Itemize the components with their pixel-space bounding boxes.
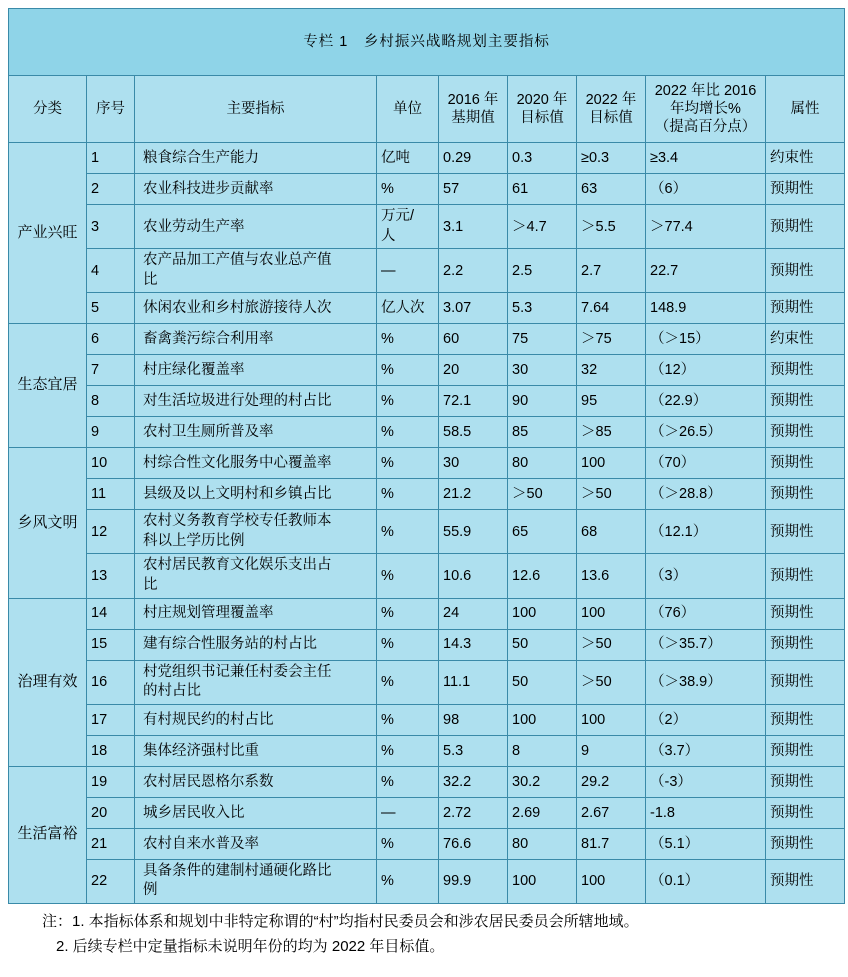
growth-cell: 22.7 xyxy=(646,249,766,293)
target-2022-cell: 95 xyxy=(577,386,646,417)
unit-cell: % xyxy=(377,629,439,660)
header-base-2016-line2: 基期值 xyxy=(451,110,495,126)
attribute-cell: 预期性 xyxy=(766,417,845,448)
attribute-cell: 预期性 xyxy=(766,510,845,554)
target-2022-cell: ≥0.3 xyxy=(577,143,646,174)
target-2022-cell: 2.67 xyxy=(577,797,646,828)
table-row xyxy=(9,660,845,704)
category-cell: 产业兴旺 xyxy=(9,143,87,324)
unit-cell: — xyxy=(377,797,439,828)
unit-cell-line1: 万元/ xyxy=(381,208,415,224)
growth-cell: （12） xyxy=(646,355,766,386)
unit-cell: % xyxy=(377,174,439,205)
target-2020-cell: 100 xyxy=(508,704,577,735)
attribute-cell: 预期性 xyxy=(766,249,845,293)
column-header-row xyxy=(9,76,845,143)
target-2020-cell: 12.6 xyxy=(508,554,577,598)
growth-cell: （-3） xyxy=(646,766,766,797)
target-2020-cell: 30.2 xyxy=(508,766,577,797)
unit-cell: % xyxy=(377,660,439,704)
base-2016-cell: 55.9 xyxy=(439,510,508,554)
attribute-cell: 预期性 xyxy=(766,766,845,797)
unit-cell: % xyxy=(377,704,439,735)
base-2016-cell: 2.72 xyxy=(439,797,508,828)
unit-cell: 亿吨 xyxy=(377,143,439,174)
base-2016-cell: 76.6 xyxy=(439,828,508,859)
target-2020-cell: 8 xyxy=(508,735,577,766)
indicator-cell: 畜禽粪污综合利用率 xyxy=(135,324,377,355)
note-1: 注：1. 本指标体系和规划中非特定称谓的“村”均指村民委员会和涉农居民委员会所辖地域。 xyxy=(42,912,639,930)
table-row xyxy=(9,143,845,174)
indicator-cell: 城乡居民收入比 xyxy=(135,797,377,828)
attribute-cell: 预期性 xyxy=(766,448,845,479)
indicator-cell: 村庄绿化覆盖率 xyxy=(135,355,377,386)
indicator-cell: 对生活垃圾进行处理的村占比 xyxy=(135,386,377,417)
seq-cell: 1 xyxy=(87,143,135,174)
seq-cell: 22 xyxy=(87,859,135,903)
indicator-cell xyxy=(135,859,377,903)
table-row xyxy=(9,355,845,386)
base-2016-cell: 58.5 xyxy=(439,417,508,448)
table-header xyxy=(9,9,845,143)
attribute-cell: 预期性 xyxy=(766,174,845,205)
base-2016-cell: 72.1 xyxy=(439,386,508,417)
attribute-cell: 预期性 xyxy=(766,735,845,766)
target-2022-cell: 100 xyxy=(577,598,646,629)
header-base-2016-line1: 2016 年 xyxy=(447,91,499,108)
table-row xyxy=(9,629,845,660)
attribute-cell: 预期性 xyxy=(766,479,845,510)
target-2020-cell: ＞50 xyxy=(508,479,577,510)
indicator-cell xyxy=(135,249,377,293)
target-2020-cell: 0.3 xyxy=(508,143,577,174)
target-2020-cell: 5.3 xyxy=(508,293,577,324)
header-target-2022 xyxy=(577,76,646,143)
base-2016-cell: 10.6 xyxy=(439,554,508,598)
base-2016-cell: 0.29 xyxy=(439,143,508,174)
target-2020-cell: 2.5 xyxy=(508,249,577,293)
indicator-cell: 村综合性文化服务中心覆盖率 xyxy=(135,448,377,479)
seq-cell: 21 xyxy=(87,828,135,859)
table-row xyxy=(9,386,845,417)
attribute-cell: 预期性 xyxy=(766,797,845,828)
base-2016-cell: 3.07 xyxy=(439,293,508,324)
base-2016-cell: 60 xyxy=(439,324,508,355)
growth-cell: ＞77.4 xyxy=(646,205,766,249)
unit-cell: % xyxy=(377,386,439,417)
growth-cell: （＞15） xyxy=(646,324,766,355)
growth-cell: （22.9） xyxy=(646,386,766,417)
seq-cell: 2 xyxy=(87,174,135,205)
table-row xyxy=(9,598,845,629)
table-row xyxy=(9,859,845,903)
target-2022-cell: 100 xyxy=(577,704,646,735)
indicator-cell-line1: 农村义务教育学校专任教师本 xyxy=(143,513,332,530)
growth-cell: -1.8 xyxy=(646,797,766,828)
growth-cell: （3） xyxy=(646,554,766,598)
indicator-cell xyxy=(135,554,377,598)
indicator-cell xyxy=(135,510,377,554)
attribute-cell: 约束性 xyxy=(766,324,845,355)
target-2022-cell: ＞50 xyxy=(577,629,646,660)
target-2022-cell: 32 xyxy=(577,355,646,386)
table-row xyxy=(9,797,845,828)
unit-cell: % xyxy=(377,417,439,448)
growth-cell: （12.1） xyxy=(646,510,766,554)
category-cell: 治理有效 xyxy=(9,598,87,766)
header-growth xyxy=(646,76,766,143)
target-2022-cell: ＞75 xyxy=(577,324,646,355)
indicator-cell: 农业科技进步贡献率 xyxy=(135,174,377,205)
seq-cell: 11 xyxy=(87,479,135,510)
seq-cell: 3 xyxy=(87,205,135,249)
header-target-2020 xyxy=(508,76,577,143)
growth-cell: （＞26.5） xyxy=(646,417,766,448)
header-attribute: 属性 xyxy=(766,76,845,143)
growth-cell: （3.7） xyxy=(646,735,766,766)
unit-cell: % xyxy=(377,510,439,554)
indicator-cell xyxy=(135,660,377,704)
growth-cell: （＞38.9） xyxy=(646,660,766,704)
attribute-cell: 预期性 xyxy=(766,554,845,598)
target-2020-cell: 75 xyxy=(508,324,577,355)
indicators-table xyxy=(8,8,845,904)
table-row xyxy=(9,735,845,766)
header-indicator: 主要指标 xyxy=(135,76,377,143)
target-2022-cell: 68 xyxy=(577,510,646,554)
base-2016-cell: 57 xyxy=(439,174,508,205)
base-2016-cell: 20 xyxy=(439,355,508,386)
indicator-cell-line2: 比 xyxy=(143,271,158,288)
indicator-cell-line1: 村党组织书记兼任村委会主任 xyxy=(143,663,332,680)
table-body xyxy=(9,143,845,904)
attribute-cell: 预期性 xyxy=(766,629,845,660)
growth-cell: （0.1） xyxy=(646,859,766,903)
indicator-cell: 农业劳动生产率 xyxy=(135,205,377,249)
target-2022-cell: ＞50 xyxy=(577,479,646,510)
target-2022-cell: 29.2 xyxy=(577,766,646,797)
unit-cell: % xyxy=(377,598,439,629)
unit-cell: % xyxy=(377,859,439,903)
indicator-cell: 休闲农业和乡村旅游接待人次 xyxy=(135,293,377,324)
note-2: 2. 后续专栏中定量指标未说明年份的均为 2022 年目标值。 xyxy=(56,937,445,955)
table-title: 专栏 1 乡村振兴战略规划主要指标 xyxy=(9,9,845,76)
seq-cell: 8 xyxy=(87,386,135,417)
unit-cell: 亿人次 xyxy=(377,293,439,324)
indicator-cell-line1: 农产品加工产值与农业总产值 xyxy=(143,252,332,269)
category-cell: 生活富裕 xyxy=(9,766,87,903)
header-base-2016 xyxy=(439,76,508,143)
target-2022-cell: 100 xyxy=(577,859,646,903)
seq-cell: 15 xyxy=(87,629,135,660)
base-2016-cell: 14.3 xyxy=(439,629,508,660)
base-2016-cell: 30 xyxy=(439,448,508,479)
target-2022-cell: 2.7 xyxy=(577,249,646,293)
growth-cell: （＞28.8） xyxy=(646,479,766,510)
table-row xyxy=(9,417,845,448)
seq-cell: 14 xyxy=(87,598,135,629)
target-2020-cell: 90 xyxy=(508,386,577,417)
indicator-cell-line1: 具备条件的建制村通硬化路比 xyxy=(143,862,332,879)
indicator-cell: 集体经济强村比重 xyxy=(135,735,377,766)
seq-cell: 10 xyxy=(87,448,135,479)
table-row xyxy=(9,448,845,479)
indicator-cell-line1: 农村居民教育文化娱乐支出占 xyxy=(143,557,332,574)
target-2020-cell: ＞4.7 xyxy=(508,205,577,249)
target-2020-cell: 100 xyxy=(508,598,577,629)
unit-cell: % xyxy=(377,448,439,479)
header-target-2022-line2: 目标值 xyxy=(589,110,633,126)
category-cell: 乡风文明 xyxy=(9,448,87,598)
target-2020-cell: 85 xyxy=(508,417,577,448)
growth-cell: （＞35.7） xyxy=(646,629,766,660)
base-2016-cell: 5.3 xyxy=(439,735,508,766)
seq-cell: 13 xyxy=(87,554,135,598)
base-2016-cell: 99.9 xyxy=(439,859,508,903)
target-2022-cell: 7.64 xyxy=(577,293,646,324)
base-2016-cell: 24 xyxy=(439,598,508,629)
growth-cell: （6） xyxy=(646,174,766,205)
target-2022-cell: ＞50 xyxy=(577,660,646,704)
indicator-cell-line2: 比 xyxy=(143,576,158,593)
growth-cell: （5.1） xyxy=(646,828,766,859)
seq-cell: 20 xyxy=(87,797,135,828)
header-growth-line3: （提高百分点） xyxy=(654,119,757,136)
header-target-2020-line1: 2020 年 xyxy=(516,91,568,108)
unit-cell-line2: 人 xyxy=(381,227,396,244)
base-2016-cell: 32.2 xyxy=(439,766,508,797)
seq-cell: 7 xyxy=(87,355,135,386)
unit-cell: % xyxy=(377,554,439,598)
attribute-cell: 预期性 xyxy=(766,828,845,859)
table-row xyxy=(9,704,845,735)
header-category: 分类 xyxy=(9,76,87,143)
base-2016-cell: 2.2 xyxy=(439,249,508,293)
target-2020-cell: 50 xyxy=(508,629,577,660)
seq-cell: 5 xyxy=(87,293,135,324)
growth-cell: （2） xyxy=(646,704,766,735)
indicator-cell: 农村居民恩格尔系数 xyxy=(135,766,377,797)
table-row xyxy=(9,828,845,859)
attribute-cell: 预期性 xyxy=(766,598,845,629)
growth-cell: 148.9 xyxy=(646,293,766,324)
unit-cell: % xyxy=(377,479,439,510)
growth-cell: （70） xyxy=(646,448,766,479)
table-row xyxy=(9,766,845,797)
target-2020-cell: 50 xyxy=(508,660,577,704)
seq-cell: 12 xyxy=(87,510,135,554)
target-2022-cell: ＞5.5 xyxy=(577,205,646,249)
table-row xyxy=(9,554,845,598)
attribute-cell: 预期性 xyxy=(766,293,845,324)
attribute-cell: 约束性 xyxy=(766,143,845,174)
indicator-cell-line2: 科以上学历比例 xyxy=(143,532,245,549)
table-title-row xyxy=(9,9,845,76)
header-growth-line1: 2022 年比 2016 xyxy=(654,82,757,99)
growth-cell: ≥3.4 xyxy=(646,143,766,174)
growth-cell: （76） xyxy=(646,598,766,629)
base-2016-cell: 98 xyxy=(439,704,508,735)
target-2020-cell: 80 xyxy=(508,828,577,859)
attribute-cell: 预期性 xyxy=(766,355,845,386)
target-2022-cell: 81.7 xyxy=(577,828,646,859)
target-2020-cell: 2.69 xyxy=(508,797,577,828)
unit-cell: % xyxy=(377,324,439,355)
unit-cell: % xyxy=(377,828,439,859)
seq-cell: 4 xyxy=(87,249,135,293)
target-2022-cell: ＞85 xyxy=(577,417,646,448)
table-row xyxy=(9,174,845,205)
seq-cell: 17 xyxy=(87,704,135,735)
base-2016-cell: 21.2 xyxy=(439,479,508,510)
table-row xyxy=(9,479,845,510)
header-target-2022-line1: 2022 年 xyxy=(585,91,637,108)
target-2022-cell: 100 xyxy=(577,448,646,479)
base-2016-cell: 11.1 xyxy=(439,660,508,704)
seq-cell: 6 xyxy=(87,324,135,355)
unit-cell: % xyxy=(377,735,439,766)
target-2020-cell: 61 xyxy=(508,174,577,205)
attribute-cell: 预期性 xyxy=(766,704,845,735)
target-2022-cell: 63 xyxy=(577,174,646,205)
unit-cell: — xyxy=(377,249,439,293)
attribute-cell: 预期性 xyxy=(766,859,845,903)
indicator-cell-line2: 的村占比 xyxy=(143,683,201,700)
target-2020-cell: 100 xyxy=(508,859,577,903)
header-growth-line2: 年均增长% xyxy=(670,100,741,117)
attribute-cell: 预期性 xyxy=(766,205,845,249)
seq-cell: 16 xyxy=(87,660,135,704)
header-seq: 序号 xyxy=(87,76,135,143)
table-notes xyxy=(8,910,840,960)
indicator-cell-line2: 例 xyxy=(143,882,158,899)
seq-cell: 18 xyxy=(87,735,135,766)
indicator-cell: 村庄规划管理覆盖率 xyxy=(135,598,377,629)
unit-cell xyxy=(377,205,439,249)
base-2016-cell: 3.1 xyxy=(439,205,508,249)
target-2020-cell: 30 xyxy=(508,355,577,386)
target-2020-cell: 65 xyxy=(508,510,577,554)
attribute-cell: 预期性 xyxy=(766,660,845,704)
unit-cell: % xyxy=(377,766,439,797)
indicator-cell: 农村卫生厕所普及率 xyxy=(135,417,377,448)
header-unit: 单位 xyxy=(377,76,439,143)
table-row xyxy=(9,324,845,355)
attribute-cell: 预期性 xyxy=(766,386,845,417)
table-row xyxy=(9,249,845,293)
seq-cell: 9 xyxy=(87,417,135,448)
category-cell: 生态宜居 xyxy=(9,324,87,448)
table-row xyxy=(9,510,845,554)
indicator-cell: 县级及以上文明村和乡镇占比 xyxy=(135,479,377,510)
target-2020-cell: 80 xyxy=(508,448,577,479)
target-2022-cell: 13.6 xyxy=(577,554,646,598)
header-target-2020-line2: 目标值 xyxy=(520,110,564,126)
table-row xyxy=(9,205,845,249)
indicator-cell: 有村规民约的村占比 xyxy=(135,704,377,735)
unit-cell: % xyxy=(377,355,439,386)
table-row xyxy=(9,293,845,324)
seq-cell: 19 xyxy=(87,766,135,797)
indicator-cell: 粮食综合生产能力 xyxy=(135,143,377,174)
indicator-cell: 建有综合性服务站的村占比 xyxy=(135,629,377,660)
target-2022-cell: 9 xyxy=(577,735,646,766)
indicator-cell: 农村自来水普及率 xyxy=(135,828,377,859)
